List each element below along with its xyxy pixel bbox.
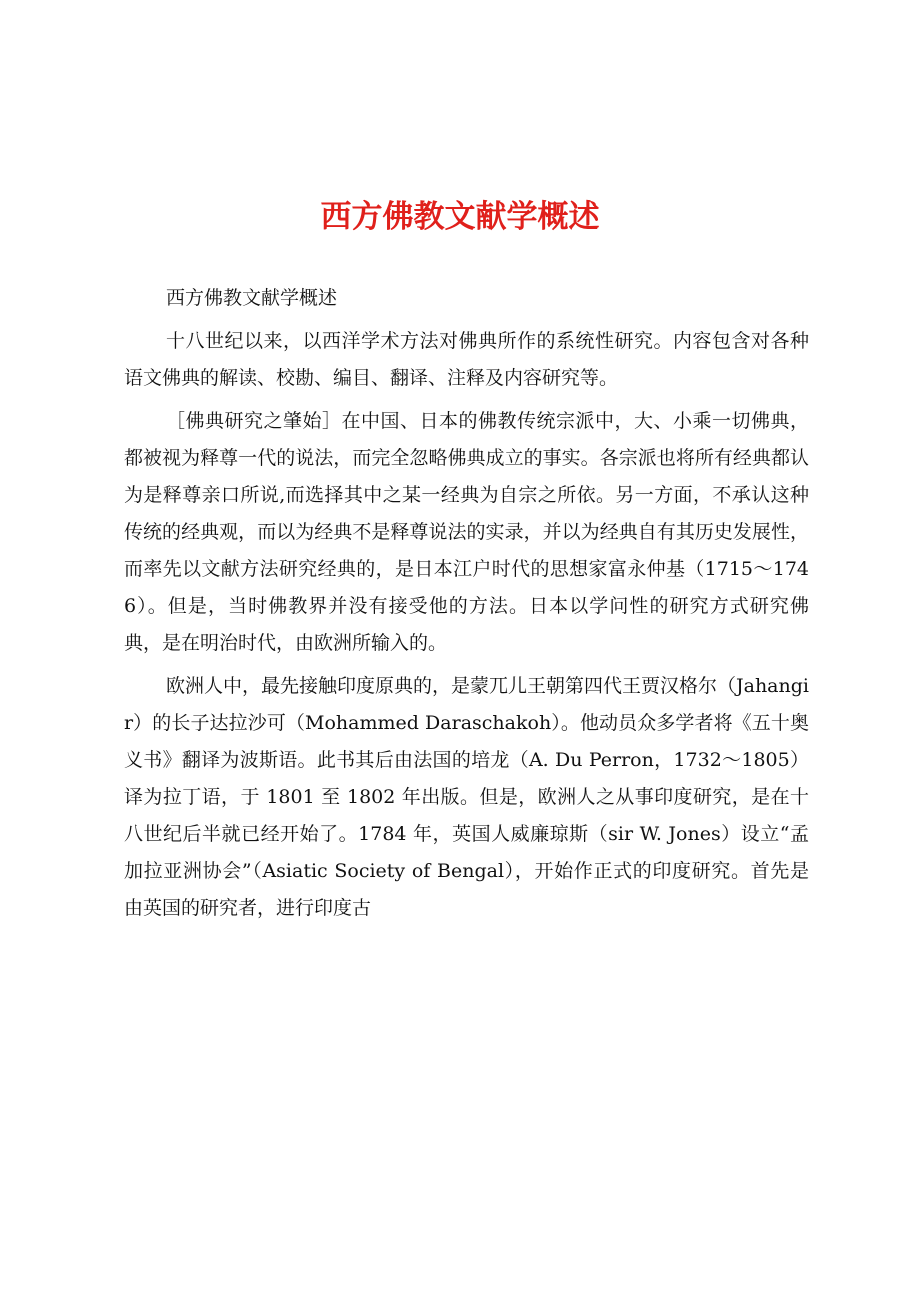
paragraph-origins: ［佛典研究之肇始］在中国、日本的佛教传统宗派中，大、小乘一切佛典，都被视为释尊一代的说法，而完全忽略佛典成立的事实。各宗派也将所有经典都认为是释尊亲口所说,而选择其中之某一经典为自宗之所依。另一方面，不承认这种传统的经典观，而以为经典不是释尊说法的实录，并以为经典自有其历史发展性，而率先以文献方法研究经典的，是日本江户时代的思想家富永仲基（1715～1746）。但是，当时佛教界并没有接受他的方法。日本以学问性的研究方式研究佛典，是在明治时代，由欧洲所输入的。 (124, 410, 809, 654)
paragraph-europe: 欧洲人中，最先接触印度原典的，是蒙兀儿王朝第四代王贾汉格尔（Jahangir）的长子达拉沙可（Mohammed Daraschakoh）。他动员众多学者将《五十奥义书》翻译为波斯语。此书其后由法国的培龙（A. Du Perron，1732～1805）译为拉丁语，于 1801 至 1802 年出版。但是，欧洲人之从事印度研究，是在十八世纪后半就已经开始了。1784 年，英国人威廉琼斯（sir W. Jones）设立“孟加拉亚洲协会”（Asiatic Society of Bengal），开始作正式的印度研究。首先是由英国的研究者，进行印度古 (124, 675, 809, 919)
paragraph-heading: 西方佛教文献学概述 (166, 287, 338, 309)
document-title: 西方佛教文献学概述 (320, 199, 600, 235)
paragraph-definition: 十八世纪以来，以西洋学术方法对佛典所作的系统性研究。内容包含对各种语文佛典的解读、校勘、编目、翻译、注释及内容研究等。 (124, 330, 809, 389)
document-body (124, 280, 809, 933)
